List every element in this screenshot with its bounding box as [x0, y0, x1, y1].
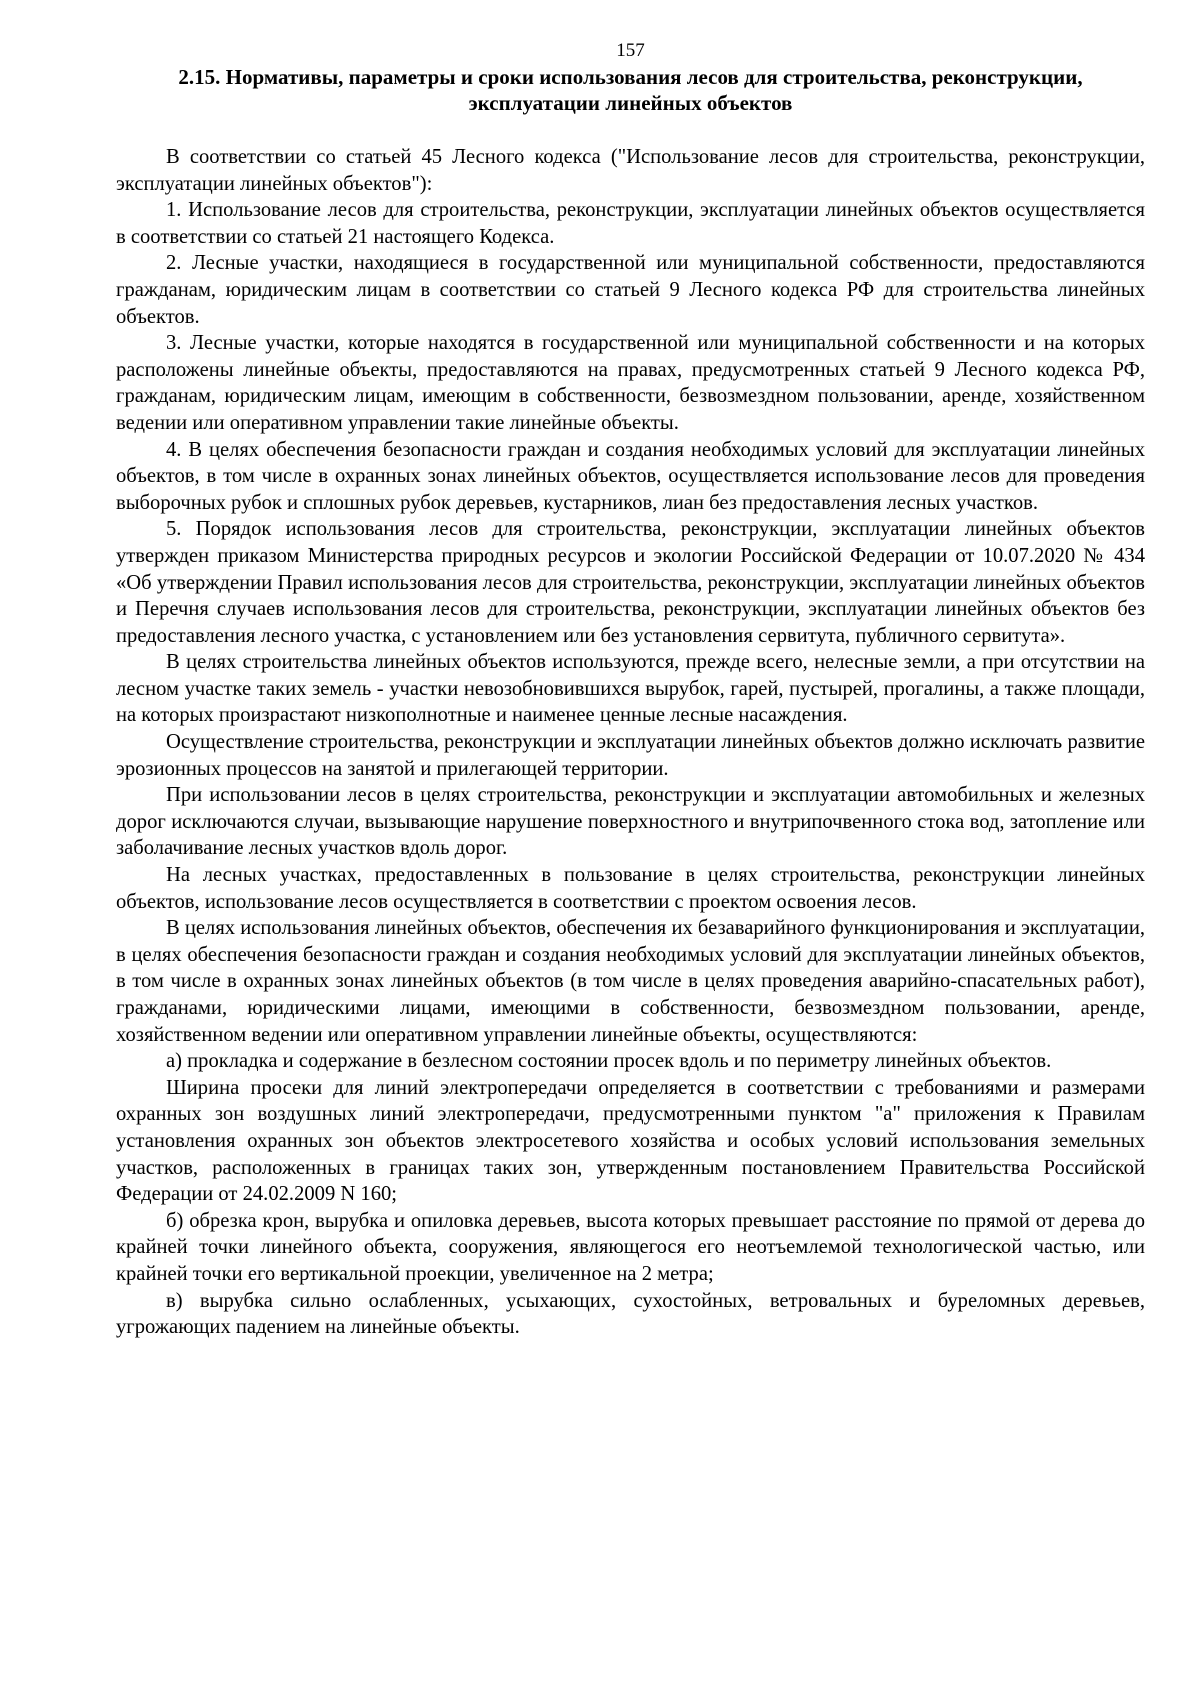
- paragraph: В соответствии со статьей 45 Лесного кодекса ("Использование лесов для строительства, реконструкции, эксплуатации линейных объектов"):: [116, 146, 1145, 195]
- paragraph: В целях строительства линейных объектов используются, прежде всего, нелесные земли, а при отсутствии на лесном участке таких земель - участки невозобновившихся вырубок, гарей, пустырей, прогалины, а также площади, на которых произрастают низкополнотные и наименее ценные лесные насаждения.: [116, 651, 1145, 727]
- section-title: 2.15. Нормативы, параметры и сроки использования лесов для строительства, реконструкции, эксплуатации линейных объектов: [178, 65, 1083, 115]
- paragraph: 3. Лесные участки, которые находятся в государственной или муниципальной собственности и на которых расположены линейные объекты, предоставляются на правах, предусмотренных статьей 9 Лесного кодекса РФ, гражданам, юридическим лицам, имеющим в собственности, безвозмездном пользовании, аренде, хозяйственном ведении или оперативном управлении такие линейные объекты.: [116, 332, 1145, 434]
- paragraph: а) прокладка и содержание в безлесном состоянии просек вдоль и по периметру линейных объектов.: [166, 1050, 1052, 1073]
- paragraph: На лесных участках, предоставленных в пользование в целях строительства, реконструкции линейных объектов, использование лесов осуществляется в соответствии с проектом освоения лесов.: [116, 864, 1145, 913]
- paragraph: В целях использования линейных объектов, обеспечения их безаварийного функционирования и эксплуатации, в целях обеспечения безопасности граждан и создания необходимых условий для эксплуатации линейных объектов, в том числе в охранных зонах линейных объектов (в том числе в целях проведения аварийно-спасательных работ), гражданами, юридическими лицами, имеющими в собственности, безвозмездном пользовании, аренде, хозяйственном ведении или оперативном управлении линейные объекты, осуществляются:: [116, 917, 1145, 1046]
- paragraph: 4. В целях обеспечения безопасности граждан и создания необходимых условий для эксплуатации линейных объектов, в том числе в охранных зонах линейных объектов, осуществляется использование лесов для проведения выборочных рубок и сплошных рубок деревьев, кустарников, лиан без предоставления лесных участков.: [116, 438, 1145, 514]
- paragraph: б) обрезка крон, вырубка и опиловка деревьев, высота которых превышает расстояние по прямой от дерева до крайней точки линейного объекта, сооружения, являющегося его неотъемлемой технологической частью, или крайней точки его вертикальной проекции, увеличенное на 2 метра;: [116, 1209, 1145, 1285]
- paragraph: Ширина просеки для линий электропередачи определяется в соответствии с требованиями и размерами охранных зон воздушных линий электропередачи, предусмотренными пунктом "а" приложения к Правилам установления охранных зон объектов электросетевого хозяйства и особых условий использования земельных участков, расположенных в границах таких зон, утвержденным постановлением Правительства Российской Федерации от 24.02.2009 N 160;: [116, 1076, 1145, 1206]
- body-text: [116, 144, 1145, 1341]
- paragraph: При использовании лесов в целях строительства, реконструкции и эксплуатации автомобильных и железных дорог исключаются случаи, вызывающие нарушение поверхностного и внутрипочвенного стока вод, затопление или заболачивание лесных участков вдоль дорог.: [116, 784, 1145, 860]
- paragraph: 2. Лесные участки, находящиеся в государственной или муниципальной собственности, предоставляются гражданам, юридическим лицам в соответствии со статьей 9 Лесного кодекса РФ для строительства линейных объектов.: [116, 252, 1145, 328]
- page-number: 157: [616, 40, 645, 61]
- paragraph: 5. Порядок использования лесов для строительства, реконструкции, эксплуатации линейных объектов утвержден приказом Министерства природных ресурсов и экологии Российской Федерации от 10.07.2020 № 434 «Об утверждении Правил использования лесов для строительства, реконструкции, эксплуатации линейных объектов и Перечня случаев использования лесов для строительства, реконструкции, эксплуатации линейных объектов без предоставления лесного участка, с установлением или без установления сервитута, публичного сервитута».: [116, 518, 1145, 647]
- paragraph: 1. Использование лесов для строительства, реконструкции, эксплуатации линейных объектов осуществляется в соответствии со статьей 21 настоящего Кодекса.: [116, 199, 1145, 248]
- paragraph: в) вырубка сильно ослабленных, усыхающих, сухостойных, ветровальных и буреломных деревьев, угрожающих падением на линейные объекты.: [116, 1289, 1145, 1339]
- paragraph: Осуществление строительства, реконструкции и эксплуатации линейных объектов должно исключать развитие эрозионных процессов на занятой и прилегающей территории.: [116, 731, 1145, 780]
